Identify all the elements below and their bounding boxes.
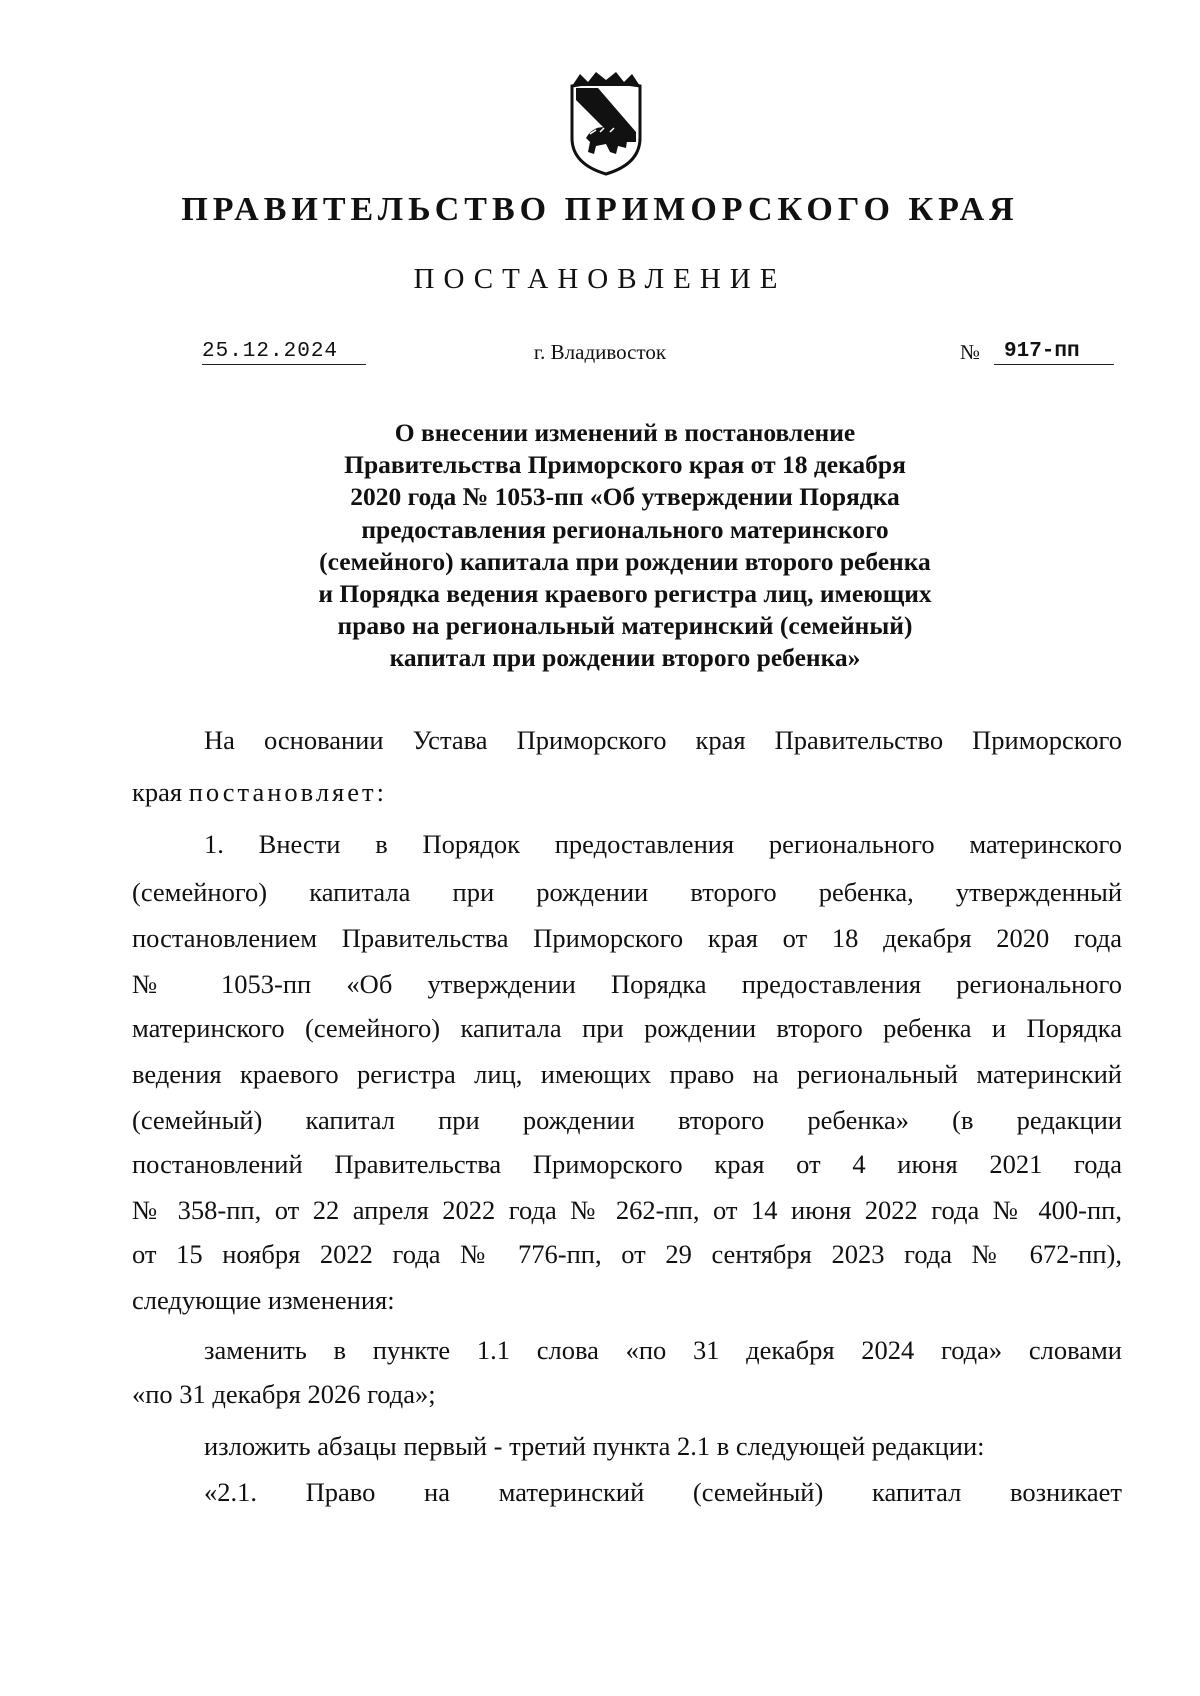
body-line: изложить абзацы первый - третий пункта 2.1 в следующей редакции:: [204, 1431, 985, 1461]
body-line: постановлением Правительства Приморского края от 18 декабря 2020 года: [132, 923, 1122, 953]
document-number: 917-пп: [994, 340, 1114, 365]
body-line: (семейный) капитал при рождении второго ребенка» (в редакции: [132, 1105, 1122, 1135]
body-line: «по 31 декабря 2026 года»;: [132, 1379, 436, 1409]
body-line: постановлений Правительства Приморского края от 4 июня 2021 года: [132, 1149, 1122, 1179]
number-sign: №: [960, 340, 981, 364]
document-city: г. Владивосток: [533, 340, 667, 364]
title-line: предоставления регионального материнского: [361, 514, 889, 544]
body-line: «2.1. Право на материнский (семейный) капитал возникает: [204, 1477, 1122, 1507]
document-meta: [0, 340, 1200, 374]
document-type: ПОСТАНОВЛЕНИЕ: [413, 263, 787, 295]
document-date: 25.12.2024: [202, 340, 366, 365]
document-title: [150, 417, 1100, 675]
body-line: № 358-пп, от 22 апреля 2022 года № 262-пп, от 14 июня 2022 года № 400-пп,: [132, 1195, 1122, 1225]
body-line: заменить в пункте 1.1 слова «по 31 декабря 2024 года» словами: [204, 1335, 1122, 1365]
body-line: [132, 768, 1122, 816]
resolves-word: постановляет:: [188, 777, 387, 807]
title-line: О внесении изменений в постановление: [394, 418, 856, 447]
body-line: На основании Устава Приморского края Правительство Приморского: [204, 725, 1122, 755]
body-line: следующие изменения:: [132, 1285, 395, 1315]
body-line: (семейного) капитала при рождении второго ребенка, утвержденный: [132, 877, 1122, 907]
body-text: края: [132, 777, 183, 807]
title-line: и Порядка ведения краевого регистра лиц, имеющих: [318, 579, 932, 609]
coat-of-arms-icon: [566, 72, 646, 178]
government-name: ПРАВИТЕЛЬСТВО ПРИМОРСКОГО КРАЯ: [181, 191, 1019, 228]
title-line: право на региональный материнский (семейный): [337, 611, 913, 641]
title-line: 2020 года № 1053-пп «Об утверждении Порядка: [350, 482, 900, 512]
title-line: Правительства Приморского края от 18 декабря: [344, 450, 906, 480]
body-line: от 15 ноября 2022 года № 776-пп, от 29 сентября 2023 года № 672-пп),: [132, 1239, 1122, 1269]
body-line: 1. Внести в Порядок предоставления регионального материнского: [204, 829, 1122, 859]
title-line: (семейного) капитала при рождении второго ребенка: [319, 546, 931, 576]
body-line: № 1053-пп «Об утверждении Порядка предоставления регионального: [132, 969, 1122, 999]
title-line: капитал при рождении второго ребенка»: [389, 643, 861, 673]
body-line: ведения краевого регистра лиц, имеющих право на региональный материнский: [132, 1059, 1122, 1089]
body-line: материнского (семейного) капитала при рождении второго ребенка и Порядка: [132, 1013, 1122, 1043]
